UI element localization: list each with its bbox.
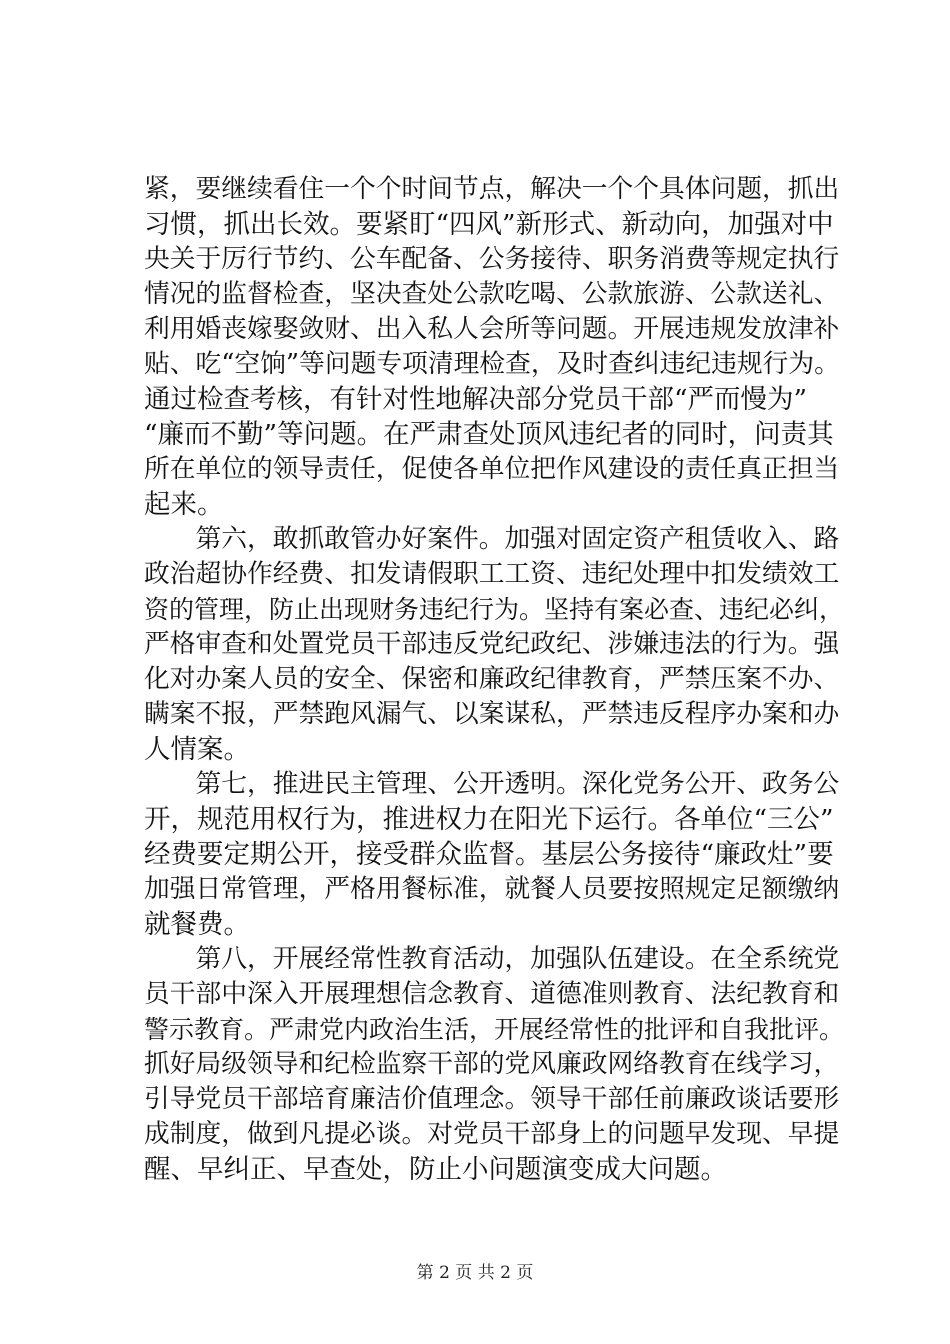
text-line: “廉而不勤”等问题。在严肃查处顶风违纪者的同时，问责其	[144, 419, 834, 450]
text-line: 加强日常管理，严格用餐标准，就餐人员要按照规定足额缴纳	[144, 874, 840, 904]
page-footer: 第 2 页 共 2 页	[416, 1263, 534, 1283]
text-line: 成制度，做到凡提必谈。对党员干部身上的问题早发现、早提	[144, 1119, 840, 1149]
text-line: 就餐费。	[144, 909, 250, 940]
text-line: 引导党员干部培育廉洁价值理念。领导干部任前廉政谈话要形	[144, 1084, 840, 1114]
text-line: 抓好局级领导和纪检监察干部的党风廉政网络教育在线学习，	[144, 1049, 840, 1079]
text-line: 紧，要继续看住一个个时间节点，解决一个个具体问题，抓出	[144, 174, 840, 204]
body-text	[144, 172, 844, 1187]
text-line: 习惯，抓出长效。要紧盯“四风”新形式、新动向，加强对中	[144, 209, 834, 240]
text-line: 第六，敢抓敢管办好案件。加强对固定资产租赁收入、路	[144, 524, 840, 554]
text-line: 醒、早纠正、早查处，防止小问题演变成大问题。	[144, 1154, 727, 1185]
text-line: 第八，开展经常性教育活动，加强队伍建设。在全系统党	[144, 944, 840, 974]
text-line: 起来。	[144, 489, 224, 520]
text-line: 化对办案人员的安全、保密和廉政纪律教育，严禁压案不办、	[144, 664, 840, 694]
text-line: 严格审查和处置党员干部违反党纪政纪、涉嫌违法的行为。强	[144, 629, 840, 659]
text-line: 开，规范用权行为，推进权力在阳光下运行。各单位“三公”	[144, 804, 834, 835]
text-line: 利用婚丧嫁娶敛财、出入私人会所等问题。开展违规发放津补	[144, 314, 840, 344]
text-line: 通过检查考核，有针对性地解决部分党员干部“严而慢为”	[144, 384, 808, 415]
text-line: 经费要定期公开，接受群众监督。基层公务接待“廉政灶”要	[144, 839, 834, 870]
text-line: 央关于厉行节约、公车配备、公务接待、职务消费等规定执行	[144, 244, 840, 274]
text-line: 资的管理，防止出现财务违纪行为。坚持有案必查、违纪必纠，	[144, 595, 845, 624]
text-line: 员干部中深入开展理想信念教育、道德准则教育、法纪教育和	[144, 979, 840, 1009]
text-line: 贴、吃“空饷”等问题专项清理检查，及时查纠违纪违规行为。	[144, 349, 840, 379]
text-line: 警示教育。严肃党内政治生活，开展经常性的批评和自我批评。	[144, 1015, 845, 1044]
text-line: 第七，推进民主管理、公开透明。深化党务公开、政务公	[144, 769, 840, 799]
text-line: 所在单位的领导责任，促使各单位把作风建设的责任真正担当	[144, 454, 840, 484]
text-line: 政治超协作经费、扣发请假职工工资、违纪处理中扣发绩效工	[144, 559, 840, 589]
text-line: 情况的监督检查，坚决查处公款吃喝、公款旅游、公款送礼、	[144, 279, 840, 309]
text-line: 人情案。	[144, 734, 250, 765]
text-line: 瞒案不报，严禁跑风漏气、以案谋私，严禁违反程序办案和办	[144, 699, 840, 729]
